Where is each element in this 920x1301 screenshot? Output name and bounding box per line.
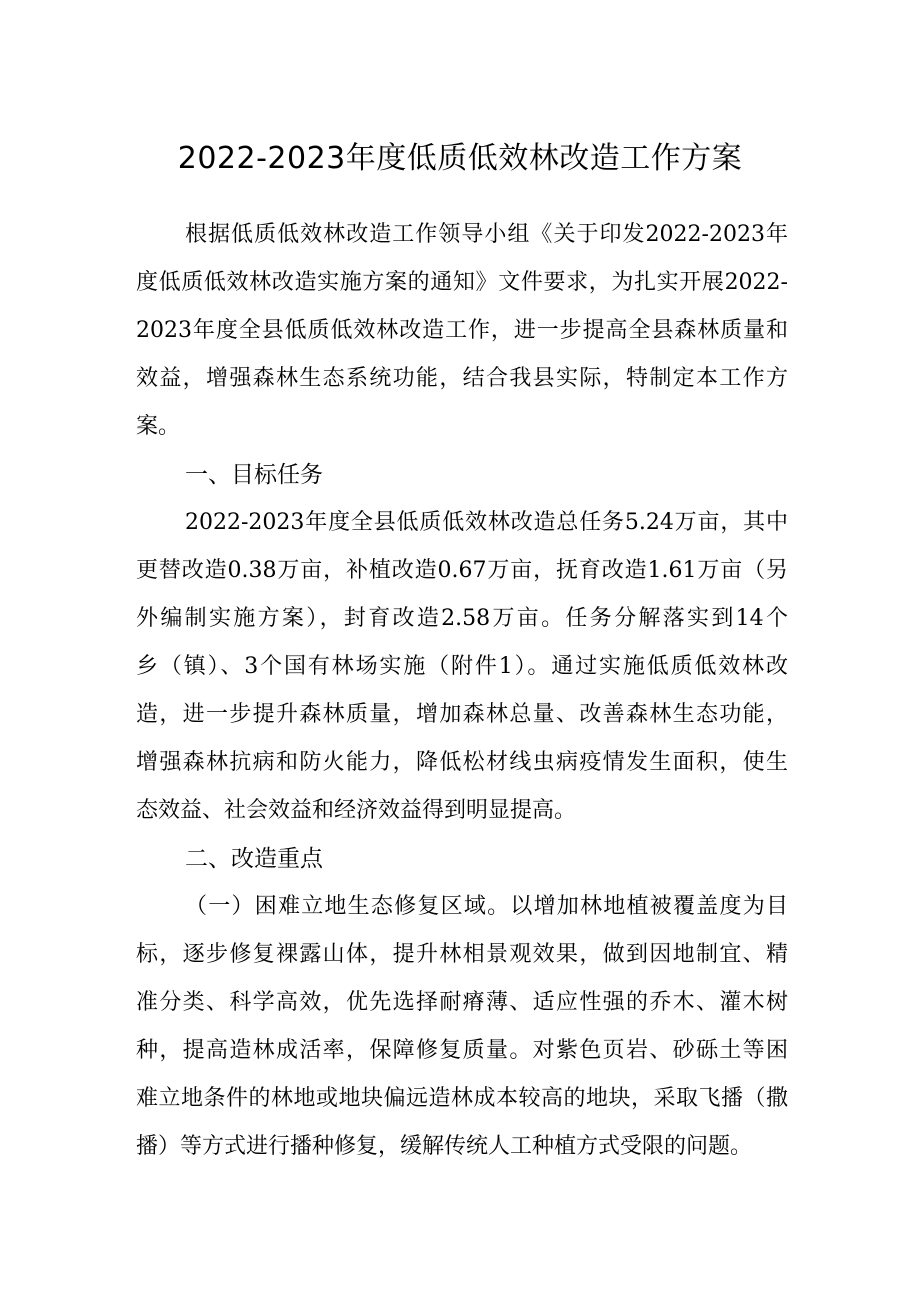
intro-line: 案。 [136, 414, 181, 439]
section2-line: 难立地条件的林地或地块偏远造林成本较高的地块，采取飞播（撒 [136, 1086, 788, 1111]
intro-line: 度低质低效林改造实施方案的通知》文件要求，为扎实开展2022- [136, 270, 788, 295]
section1-line: 增强森林抗病和防火能力，降低松材线虫病疫情发生面积，使生 [136, 750, 788, 775]
section2-line: 准分类、科学高效，优先选择耐瘠薄、适应性强的乔木、灌木树 [136, 990, 788, 1015]
document-title: 2022-2023年度低质低效林改造工作方案 [177, 141, 743, 176]
section2-line: 播）等方式进行播种修复，缓解传统人工种植方式受限的问题。 [136, 1134, 753, 1159]
section1-line: 更替改造0.38万亩，补植改造0.67万亩，抚育改造1.61万亩（另 [136, 558, 788, 583]
intro-line: 根据低质低效林改造工作领导小组《关于印发2022-2023年 [185, 222, 788, 247]
section1-line: 外编制实施方案），封育改造2.58万亩。任务分解落实到14个 [136, 606, 788, 631]
section1-line: 2022-2023年度全县低质低效林改造总任务5.24万亩，其中 [185, 510, 788, 535]
section-heading: 二、改造重点 [185, 846, 323, 872]
section1-line: 乡（镇）、3个国有林场实施（附件1）。通过实施低质低效林改 [136, 654, 788, 679]
intro-line: 2023年度全县低质低效林改造工作，进一步提高全县森林质量和 [136, 318, 788, 343]
section2-line: 种，提高造林成活率，保障修复质量。对紫色页岩、砂砾土等困 [136, 1038, 788, 1063]
section1-line: 造，进一步提升森林质量，增加森林总量、改善森林生态功能， [136, 702, 788, 727]
section2-line: 标，逐步修复裸露山体，提升林相景观效果，做到因地制宜、精 [136, 942, 788, 967]
section1-line: 态效益、社会效益和经济效益得到明显提高。 [136, 798, 577, 823]
intro-line: 效益，增强森林生态系统功能，结合我县实际，特制定本工作方 [136, 366, 788, 391]
section2-line: （一）困难立地生态修复区域。以增加林地植被覆盖度为目 [185, 894, 788, 919]
section-heading: 一、目标任务 [185, 462, 323, 488]
